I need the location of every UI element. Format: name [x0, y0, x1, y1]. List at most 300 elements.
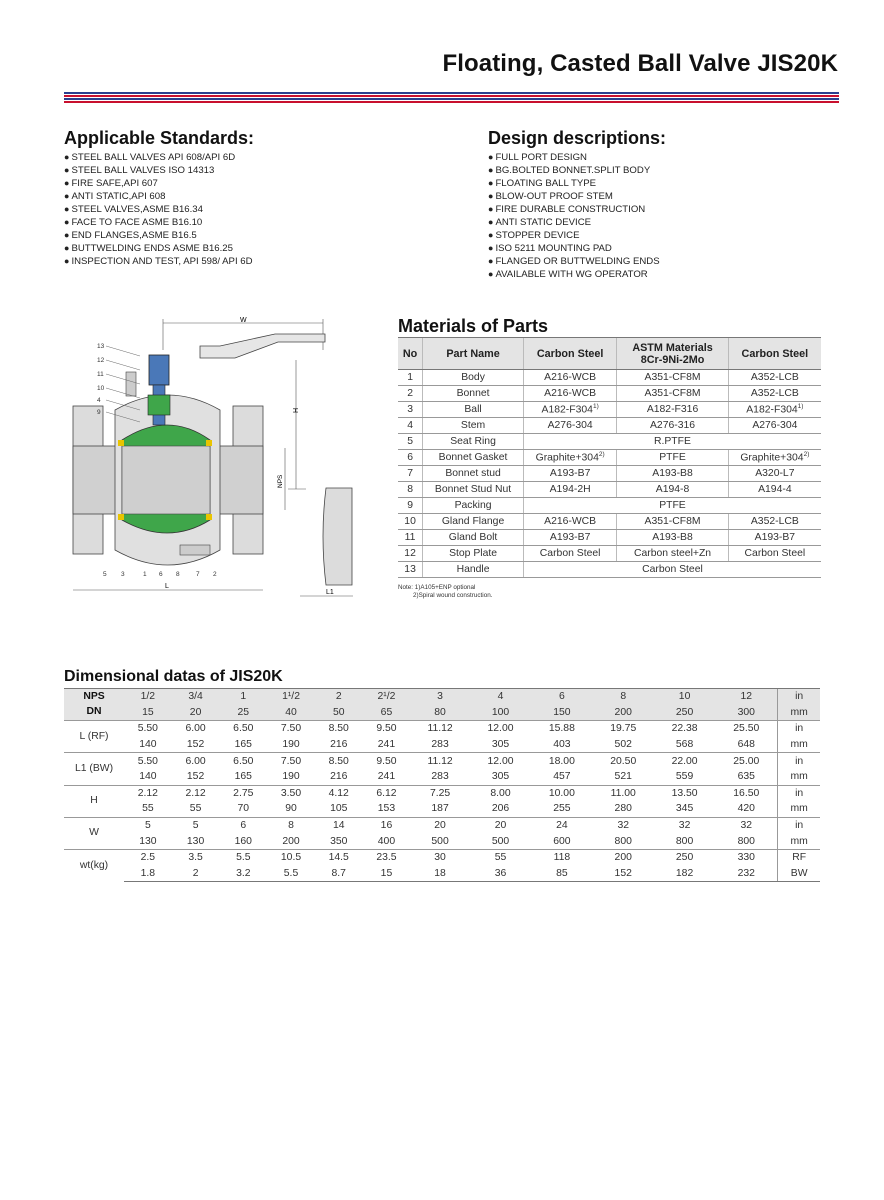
dim-value: 568 [675, 739, 694, 751]
design-item: ● AVAILABLE WITH WG OPERATOR [488, 268, 666, 281]
nps-value: 3/4 [172, 689, 220, 705]
dim-value: 2.12 [172, 785, 220, 801]
dim-value: 8.7 [315, 866, 363, 882]
dim-value: 5 [172, 817, 220, 833]
materials-no: 1 [398, 370, 423, 386]
dim-value: 5.5 [219, 849, 267, 865]
dim-row [64, 769, 820, 785]
materials-cell: A216-WCB [523, 370, 616, 386]
dim-label: L1 (BW) [64, 753, 124, 785]
materials-header-cell: Part Name [423, 338, 524, 370]
materials-of-parts [398, 316, 821, 600]
design-item: ● BG.BOLTED BONNET.SPLIT BODY [488, 164, 666, 177]
dim-value: 9.50 [363, 721, 411, 737]
materials-no: 11 [398, 530, 423, 546]
dim-value: 200 [593, 849, 654, 865]
dim-value: 14.5 [315, 849, 363, 865]
materials-cell: PTFE [617, 450, 728, 466]
diagram-callout: 8 [176, 571, 180, 578]
dn-value: 25 [219, 705, 267, 721]
design-item: ● FULL PORT DESIGN [488, 151, 666, 164]
diagram-callout: 9 [97, 409, 101, 416]
unit-cell: BW [778, 866, 820, 882]
design-item: ● BLOW-OUT PROOF STEM [488, 190, 666, 203]
materials-no: 7 [398, 466, 423, 482]
diagram-callout: 12 [97, 357, 105, 364]
footnote-ref: 1) [592, 403, 599, 411]
note-2: 2)Spiral wound construction. [413, 592, 493, 599]
dim-row [64, 817, 820, 833]
dim-value: 3.50 [267, 785, 315, 801]
nps-value: 10 [654, 689, 715, 705]
materials-cell: A352-LCB [728, 514, 821, 530]
dim-value: 280 [614, 803, 632, 815]
dim-value: 2.75 [219, 785, 267, 801]
dim-value: 22.00 [654, 753, 715, 769]
dim-l-label: L [165, 583, 169, 590]
dim-value: 8.50 [315, 721, 363, 737]
diagram-callout: 6 [159, 571, 163, 578]
materials-cell: A194-4 [728, 482, 821, 498]
dim-value: 9.50 [363, 753, 411, 769]
materials-cell: A182-F304$^{1)}$ [523, 402, 616, 418]
dim-value: 190 [282, 771, 300, 783]
header-rules [64, 92, 839, 104]
unit-cell: RF [778, 849, 820, 865]
unit-cell: mm [778, 833, 820, 849]
materials-part-name: Bonnet stud [423, 466, 524, 482]
dim-value: 16 [363, 817, 411, 833]
dim-value: 105 [330, 803, 348, 815]
dim-value: 2 [172, 866, 220, 882]
materials-row [398, 434, 821, 450]
dim-label: wt(kg) [64, 849, 124, 881]
dim-value: 600 [553, 835, 571, 847]
materials-cell: A194-8 [617, 482, 728, 498]
dim-value: 500 [491, 835, 510, 847]
dim-value: 3.2 [219, 866, 267, 882]
dim-value: 85 [531, 866, 592, 882]
standards-heading: Applicable Standards: [64, 128, 255, 148]
design-descriptions [488, 128, 666, 281]
unit-cell: mm [778, 705, 820, 721]
dim-value: 16.50 [715, 785, 778, 801]
dim-value: 3.5 [172, 849, 220, 865]
materials-part-name: Bonnet Gasket [423, 450, 524, 466]
dim-row [64, 785, 820, 801]
dim-value: 305 [491, 771, 510, 783]
materials-cell: A276-316 [617, 418, 728, 434]
unit-cell: in [778, 689, 820, 705]
dim-value: 152 [593, 866, 654, 882]
dimensions-heading: Dimensional datas of JIS20K [64, 668, 283, 685]
materials-header-cell: ASTM Materials 8Cr-9Ni-2Mo [617, 338, 728, 370]
dim-row [64, 866, 820, 882]
design-item: ● FIRE DURABLE CONSTRUCTION [488, 203, 666, 216]
dim-value: 11.00 [593, 785, 654, 801]
dim-value: 20 [410, 817, 470, 833]
dim-value: 13.50 [654, 785, 715, 801]
dim-value: 283 [431, 739, 449, 751]
materials-header-cell: Carbon Steel [523, 338, 616, 370]
dn-value: 200 [593, 705, 654, 721]
dim-value: 800 [614, 835, 632, 847]
dim-value: 22.38 [654, 721, 715, 737]
dn-value: 150 [531, 705, 592, 721]
materials-no: 8 [398, 482, 423, 498]
dim-value: 206 [491, 803, 510, 815]
nps-value: 6 [531, 689, 592, 705]
materials-part-name: Seat Ring [423, 434, 524, 450]
dim-header-row [64, 689, 820, 705]
dim-value: 200 [282, 835, 300, 847]
dim-row [64, 721, 820, 737]
materials-cell: Carbon Steel [523, 546, 616, 562]
dim-value: 20 [470, 817, 531, 833]
dim-value: 400 [377, 835, 396, 847]
dim-value: 403 [553, 739, 571, 751]
materials-cell: A193-B7 [728, 530, 821, 546]
diagram-callout: 11 [97, 371, 104, 378]
dim-row [64, 833, 820, 849]
unit-cell: in [778, 753, 820, 769]
materials-part-name: Gland Flange [423, 514, 524, 530]
dim-value: 11.12 [410, 721, 470, 737]
dim-value: 19.75 [593, 721, 654, 737]
unit-cell: in [778, 721, 820, 737]
dim-value: 800 [737, 835, 755, 847]
dim-value: 25.50 [715, 721, 778, 737]
dn-value: 50 [315, 705, 363, 721]
design-item: ● ANTI STATIC DEVICE [488, 216, 666, 229]
dim-value: 6.00 [172, 753, 220, 769]
dn-value: 20 [172, 705, 220, 721]
materials-row [398, 562, 821, 578]
design-item: ● STOPPER DEVICE [488, 229, 666, 242]
unit-cell: mm [778, 769, 820, 785]
dim-value: 15 [363, 866, 411, 882]
materials-cell: Carbon Steel [728, 546, 821, 562]
materials-cell: A193-B7 [523, 530, 616, 546]
dn-value: 15 [124, 705, 172, 721]
dim-value: 350 [330, 835, 348, 847]
materials-cell: $Graphite+304^{2)}$ [728, 450, 821, 466]
unit-cell: mm [778, 737, 820, 753]
unit-cell: mm [778, 801, 820, 817]
materials-part-name: Bonnet [423, 386, 524, 402]
materials-cell: A352-LCB [728, 386, 821, 402]
standard-item: ● INSPECTION AND TEST, API 598/ API 6D [64, 255, 254, 268]
dim-value: 635 [737, 771, 755, 783]
callout-leader [106, 360, 140, 370]
dim-row [64, 737, 820, 753]
materials-table [398, 337, 821, 578]
note-1: Note: 1)A105+ENP optional [398, 584, 476, 591]
standard-item: ● FACE TO FACE ASME B16.10 [64, 216, 254, 229]
dim-value: 23.5 [363, 849, 411, 865]
design-list [488, 151, 666, 281]
diagram-callout: 7 [196, 571, 200, 578]
dim-value: 14 [315, 817, 363, 833]
applicable-standards [64, 128, 254, 268]
materials-cell: A352-LCB [728, 370, 821, 386]
dim-value: 241 [377, 771, 396, 783]
dim-value: 6.00 [172, 721, 220, 737]
dim-h-label: H [293, 407, 300, 413]
dim-value: 153 [377, 803, 396, 815]
dim-value: 32 [715, 817, 778, 833]
nps-value: 1/2 [124, 689, 172, 705]
dim-value: 118 [531, 849, 592, 865]
materials-cell: A193-B8 [617, 530, 728, 546]
materials-cell: A193-B7 [523, 466, 616, 482]
diagram-callout: 3 [121, 571, 125, 578]
materials-cell: A216-WCB [523, 514, 616, 530]
materials-cell: A320-L7 [728, 466, 821, 482]
diagram-callout: 10 [97, 385, 105, 392]
dim-value: 521 [614, 771, 632, 783]
design-item: ● ISO 5211 MOUNTING PAD [488, 242, 666, 255]
dn-label: DN [64, 705, 124, 721]
dim-label: W [64, 817, 124, 849]
dim-value: 140 [139, 771, 157, 783]
materials-cell: $Graphite+304^{2)}$ [523, 450, 616, 466]
dn-value: 100 [470, 705, 531, 721]
materials-row [398, 386, 821, 402]
materials-cell: A182-F304$^{1)}$ [728, 402, 821, 418]
dim-value: 330 [715, 849, 778, 865]
nps-value: 2 [315, 689, 363, 705]
dim-value: 152 [186, 771, 205, 783]
dim-row [64, 801, 820, 817]
materials-no: 4 [398, 418, 423, 434]
dim-value: 5 [124, 817, 172, 833]
nps-value: 3 [410, 689, 470, 705]
dim-value: 216 [330, 771, 348, 783]
dim-value: 160 [234, 835, 252, 847]
dim-nps-label: NPS [277, 474, 284, 488]
dn-value: 40 [267, 705, 315, 721]
materials-cell: A276-304 [523, 418, 616, 434]
dim-value: 502 [614, 739, 632, 751]
materials-part-name: Bonnet Stud Nut [423, 482, 524, 498]
dim-value: 55 [142, 803, 154, 815]
page-title: Floating, Casted Ball Valve JIS20K [442, 50, 838, 77]
materials-part-name: Stem [423, 418, 524, 434]
valve-cross-section-diagram [60, 310, 360, 610]
unit-cell: in [778, 785, 820, 801]
standard-item: ● FIRE SAFE,API 607 [64, 177, 254, 190]
dim-value: 30 [410, 849, 470, 865]
materials-cell: A351-CF8M [617, 386, 728, 402]
dim-value: 140 [139, 739, 157, 751]
dim-value: 20.50 [593, 753, 654, 769]
dim-row [64, 753, 820, 769]
nps-value: 12 [715, 689, 778, 705]
diagram-callout: 2 [213, 571, 217, 578]
dim-value: 36 [470, 866, 531, 882]
diagram-callout: 4 [97, 397, 101, 404]
dimensional-data [64, 668, 820, 882]
dim-value: 420 [737, 803, 755, 815]
dim-value: 5.5 [267, 866, 315, 882]
materials-row [398, 482, 821, 498]
unit-cell: in [778, 817, 820, 833]
dn-value: 80 [410, 705, 470, 721]
dim-value: 24 [531, 817, 592, 833]
materials-cell: A216-WCB [523, 386, 616, 402]
dn-value: 300 [715, 705, 778, 721]
dim-w-label: W [240, 317, 247, 324]
nps-value: 8 [593, 689, 654, 705]
standard-item: ● ANTI STATIC,API 608 [64, 190, 254, 203]
dim-value: 130 [139, 835, 157, 847]
dim-value: 152 [186, 739, 205, 751]
dim-value: 8 [267, 817, 315, 833]
dimensions-table [64, 688, 820, 882]
dim-value: 500 [431, 835, 449, 847]
materials-header-cell: No [398, 338, 423, 370]
materials-no: 2 [398, 386, 423, 402]
materials-cell: Carbon steel+Zn [617, 546, 728, 562]
materials-heading: Materials of Parts [398, 316, 549, 336]
materials-no: 10 [398, 514, 423, 530]
dim-label: H [64, 785, 124, 817]
dim-value: 250 [654, 849, 715, 865]
materials-cell: A351-CF8M [617, 514, 728, 530]
materials-part-name: Ball [423, 402, 524, 418]
materials-no: 13 [398, 562, 423, 578]
materials-no: 5 [398, 434, 423, 450]
materials-part-name: Stop Plate [423, 546, 524, 562]
dim-value: 2.12 [124, 785, 172, 801]
dim-value: 345 [675, 803, 694, 815]
dim-value: 216 [330, 739, 348, 751]
dim-value: 8.00 [470, 785, 531, 801]
materials-cell: A276-304 [728, 418, 821, 434]
materials-no: 12 [398, 546, 423, 562]
dim-row [64, 849, 820, 865]
dim-value: 5.50 [124, 753, 172, 769]
dim-value: 6.12 [363, 785, 411, 801]
dim-value: 8.50 [315, 753, 363, 769]
materials-row [398, 370, 821, 386]
dim-value: 15.88 [531, 721, 592, 737]
dim-value: 7.50 [267, 721, 315, 737]
dim-value: 5.50 [124, 721, 172, 737]
nps-value: 1¹/2 [267, 689, 315, 705]
dim-value: 648 [737, 739, 755, 751]
materials-cell: A351-CF8M [617, 370, 728, 386]
dim-value: 11.12 [410, 753, 470, 769]
dim-value: 10.00 [531, 785, 592, 801]
dim-value: 6.50 [219, 753, 267, 769]
standards-list [64, 151, 254, 268]
nps-value: 4 [470, 689, 531, 705]
materials-row [398, 498, 821, 514]
materials-row [398, 402, 821, 418]
dim-value: 6.50 [219, 721, 267, 737]
nps-value: 1 [219, 689, 267, 705]
materials-header-cell: Carbon Steel [728, 338, 821, 370]
design-heading: Design descriptions: [488, 128, 667, 148]
dim-value: 232 [715, 866, 778, 882]
diagram-callout: 1 [143, 571, 147, 578]
dim-header-row [64, 705, 820, 721]
dim-value: 18 [410, 866, 470, 882]
materials-row [398, 546, 821, 562]
materials-no: 3 [398, 402, 423, 418]
dn-value: 65 [363, 705, 411, 721]
dim-value: 10.5 [267, 849, 315, 865]
standard-item: ● END FLANGES,ASME B16.5 [64, 229, 254, 242]
diagram-callout: 5 [103, 571, 107, 578]
nps-label: NPS [64, 689, 124, 705]
standard-item: ● STEEL VALVES,ASME B16.34 [64, 203, 254, 216]
dim-value: 7.25 [410, 785, 470, 801]
dim-value: 187 [431, 803, 449, 815]
dim-value: 165 [234, 771, 252, 783]
materials-cell: PTFE [523, 498, 821, 514]
materials-notes [398, 584, 821, 600]
dim-value: 2.5 [124, 849, 172, 865]
dim-value: 241 [377, 739, 396, 751]
design-item: ● FLOATING BALL TYPE [488, 177, 666, 190]
dim-value: 190 [282, 739, 300, 751]
dim-value: 7.50 [267, 753, 315, 769]
dim-value: 283 [431, 771, 449, 783]
standard-item: ● BUTTWELDING ENDS ASME B16.25 [64, 242, 254, 255]
dim-value: 305 [491, 739, 510, 751]
dim-value: 4.12 [315, 785, 363, 801]
materials-cell: Carbon Steel [523, 562, 821, 578]
materials-no: 9 [398, 498, 423, 514]
footnote-ref: 2) [598, 451, 605, 459]
materials-part-name: Body [423, 370, 524, 386]
materials-part-name: Packing [423, 498, 524, 514]
materials-cell: A182-F316 [617, 402, 728, 418]
dim-value: 55 [470, 849, 531, 865]
dim-value: 800 [675, 835, 694, 847]
materials-row [398, 514, 821, 530]
dim-value: 255 [553, 803, 571, 815]
dim-label: L (RF) [64, 721, 124, 753]
nps-value: 2¹/2 [363, 689, 411, 705]
dim-value: 457 [553, 771, 571, 783]
materials-row [398, 466, 821, 482]
dim-value: 25.00 [715, 753, 778, 769]
dim-value: 12.00 [470, 721, 531, 737]
dn-value: 250 [654, 705, 715, 721]
dim-value: 55 [189, 803, 202, 815]
materials-part-name: Gland Bolt [423, 530, 524, 546]
dim-value: 182 [654, 866, 715, 882]
dim-value: 1.8 [124, 866, 172, 882]
materials-cell: A193-B8 [617, 466, 728, 482]
dim-value: 18.00 [531, 753, 592, 769]
dim-value: 130 [186, 835, 205, 847]
callout-leader [106, 346, 140, 356]
footnote-ref: 1) [797, 403, 804, 411]
materials-row [398, 450, 821, 466]
dim-value: 70 [237, 803, 250, 815]
materials-row [398, 418, 821, 434]
dim-value: 32 [654, 817, 715, 833]
diagram-callout: 13 [97, 343, 105, 350]
dim-value: 90 [285, 803, 297, 815]
dim-value: 12.00 [470, 753, 531, 769]
footnote-ref: 2) [803, 451, 810, 459]
